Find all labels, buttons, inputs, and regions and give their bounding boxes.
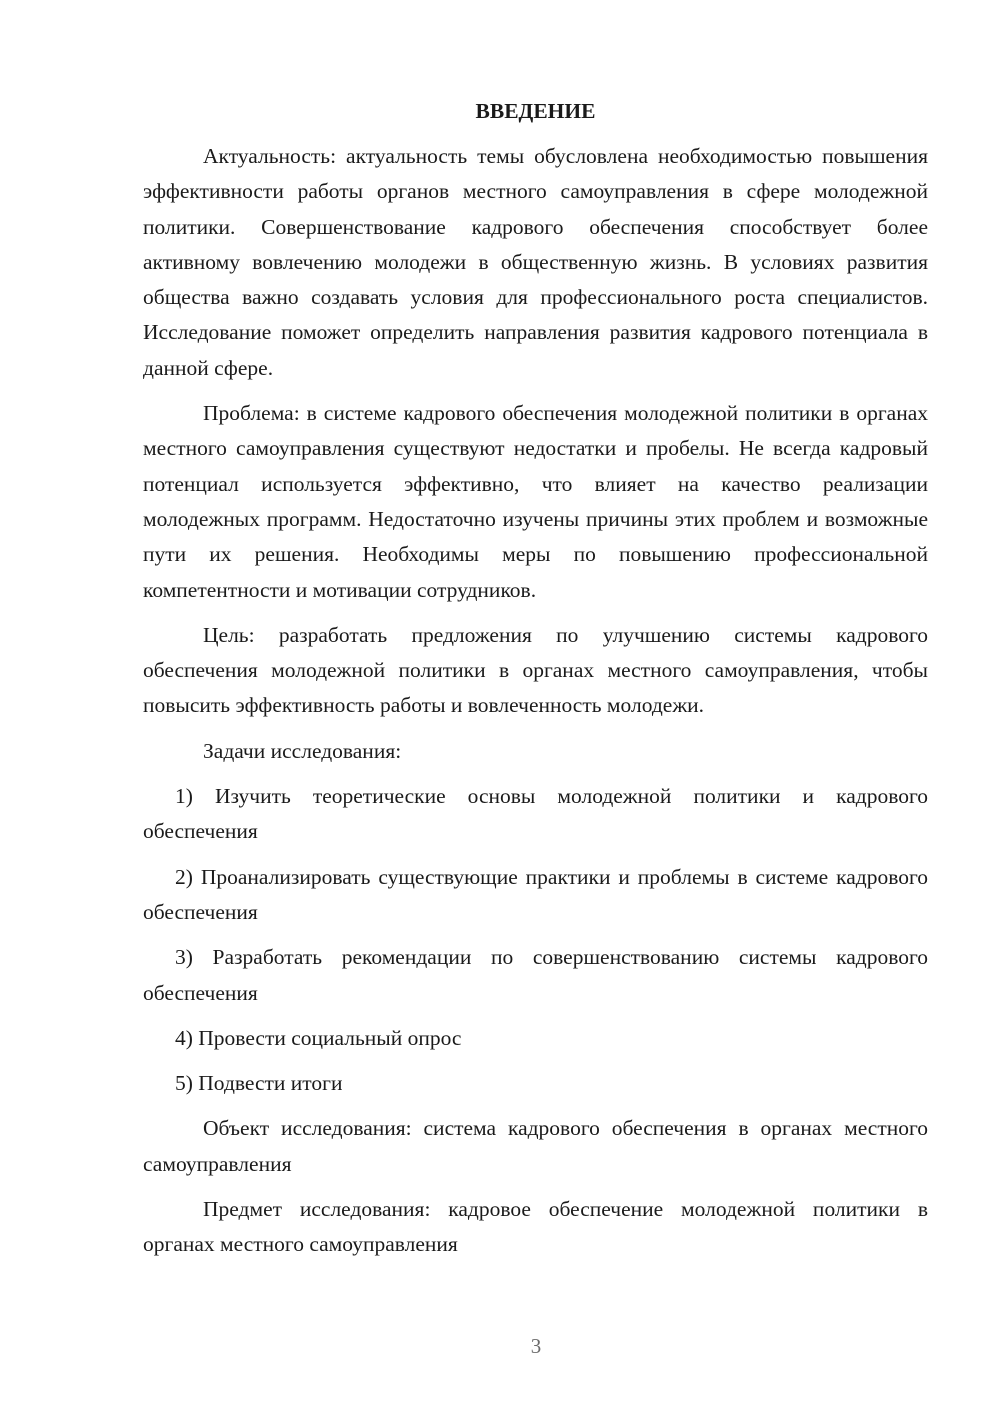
task-item-2: 2) Проанализировать существующие практики и проблемы в системе кадрового обеспечения	[143, 864, 928, 924]
goal-paragraph: Цель: разработать предложения по улучшению системы кадрового обеспечения молодежной политики в органах местного самоуправления, чтобы повысить эффективность работы и вовлеченность молодежи.	[143, 622, 928, 718]
relevance-paragraph: Актуальность: актуальность темы обусловлена необходимостью повышения эффективности работы органов местного самоуправления в сфере молодежной политики. Совершенствование кадрового обеспечения способствует более активному вовлечению молодежи в общественную жизнь. В условиях развития общества важно создавать условия для профессионального роста специалистов. Исследование поможет определить направления развития кадрового потенциала в данной сфере.	[143, 144, 928, 380]
task-item-4: 4) Провести социальный опрос	[175, 1025, 462, 1050]
task-item-3: 3) Разработать рекомендации по совершенствованию системы кадрового обеспечения	[143, 945, 928, 1005]
task-item-1: 1) Изучить теоретические основы молодежной политики и кадрового обеспечения	[143, 784, 928, 844]
page-number: 3	[530, 1334, 542, 1358]
section-title: ВВЕДЕНИЕ	[475, 99, 596, 123]
subject-paragraph: Предмет исследования: кадровое обеспечение молодежной политики в органах местного самоуправления	[143, 1197, 928, 1257]
object-paragraph: Объект исследования: система кадрового обеспечения в органах местного самоуправления	[143, 1116, 928, 1176]
problem-paragraph: Проблема: в системе кадрового обеспечения молодежной политики в органах местного самоуправления существуют недостатки и пробелы. Не всегда кадровый потенциал используется эффективно, что влияет на качество реализации молодежных программ. Недостаточно изучены причины этих проблем и возможные пути их решения. Необходимы меры по повышению профессиональной компетентности и мотивации сотрудников.	[143, 401, 928, 602]
task-item-5: 5) Подвести итоги	[175, 1071, 343, 1096]
page-content	[143, 94, 928, 1263]
tasks-heading: Задачи исследования:	[203, 738, 402, 763]
